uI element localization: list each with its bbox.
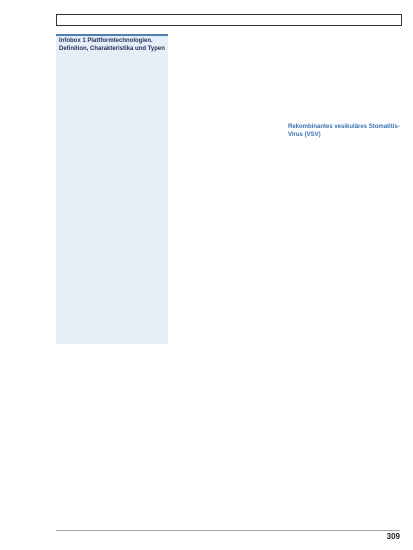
column-1-text [56, 34, 168, 41]
column-2-text [172, 46, 284, 53]
infobox-1 [56, 34, 168, 344]
infobox-body [56, 55, 168, 62]
running-header-frame [56, 14, 402, 26]
text-column-1 [56, 34, 168, 41]
page-footer [56, 530, 400, 543]
section-heading-vsv: Rekombinantes vesikuläres Stomatitis-Virus (VSV) [288, 124, 400, 138]
text-column-3 [288, 46, 400, 53]
page-number: 309 [386, 532, 400, 541]
infobox-title: Infobox 1 Plattformtechnologien. Definition, Charakteristika und Typen [59, 38, 165, 52]
column-3-lead-text [288, 46, 400, 53]
text-column-2 [172, 46, 284, 53]
